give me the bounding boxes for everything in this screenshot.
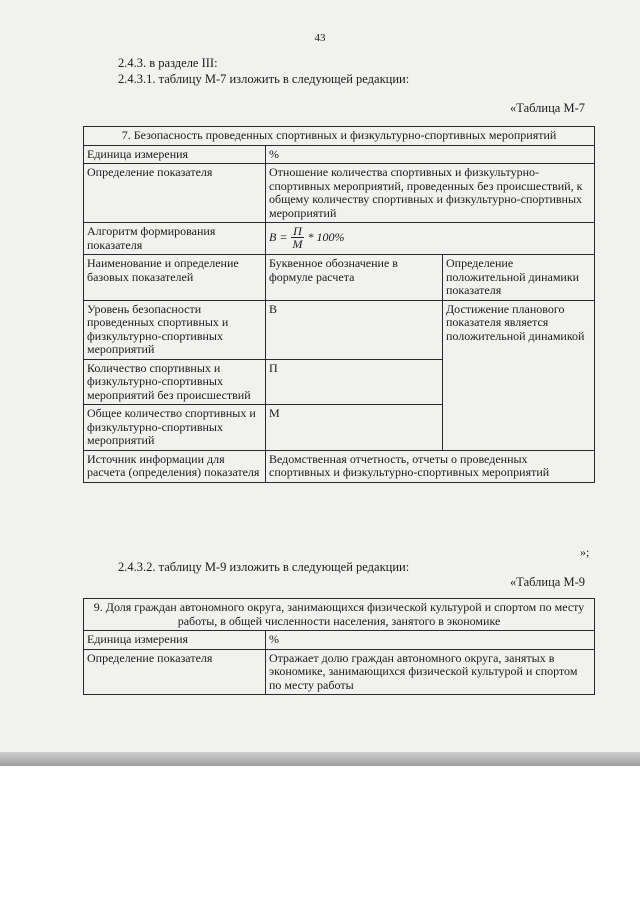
table-row [84,450,595,482]
indicator-name: Общее количество спортивных и физкультурно-спортивных мероприятий [84,405,266,451]
table-m9 [83,598,595,695]
indicator-name: Количество спортивных и физкультурно-спортивных мероприятий без происшествий [84,359,266,405]
dynamic-value: Достижение планового показателя является положительной динамикой [443,300,595,450]
table-row [84,145,595,164]
source-value: Ведомственная отчетность, отчеты о проведенных спортивных и физкультурно-спортивных мероприятий [266,450,595,482]
indicator-symbol: В [266,300,443,359]
formula-tail: * 100% [307,229,345,244]
subsection-heading-m9: 2.4.3.2. таблицу М-9 изложить в следующей редакции: [118,560,410,574]
closing-quote: »; [580,545,590,559]
unit-label: Единица измерения [84,145,266,164]
indicator-symbol: П [266,359,443,405]
unit-label: Единица измерения [84,631,266,650]
definition-label: Определение показателя [84,164,266,223]
definition-value: Отражает долю граждан автономного округа, занятых в экономике, занимающихся физической культурой и спортом по месту работы [266,649,595,695]
indicator-symbol: М [266,405,443,451]
algorithm-label: Алгоритм формирования показателя [84,223,266,255]
table-row [84,223,595,255]
formula-cell [266,223,595,255]
definition-value: Отношение количества спортивных и физкультурно-спортивных мероприятий, проведенных без происшествий, к общему количеству спортивных и физкультурно-спортивных мероприятий [266,164,595,223]
formula-lhs: B = [269,229,288,244]
unit-value: % [266,631,595,650]
header-symbol: Буквенное обозначение в формуле расчета [266,255,443,301]
formula-numerator: П [293,224,302,238]
indicator-name: Уровень безопасности проведенных спортивных и физкультурно-спортивных мероприятий [84,300,266,359]
table-row [84,599,595,631]
unit-value: % [266,145,595,164]
header-name: Наименование и определение базовых показателей [84,255,266,301]
definition-label: Определение показателя [84,649,266,695]
scan-bottom-edge [0,752,640,766]
formula-denominator: M [292,237,303,251]
table-m7 [83,126,595,483]
table-row [84,300,595,359]
table-row [84,127,595,146]
header-dynamic: Определение положительной динамики показателя [443,255,595,301]
source-label: Источник информации для расчета (определения) показателя [84,450,266,482]
table-row [84,631,595,650]
table-caption-m9: «Таблица М-9 [510,575,585,589]
section-heading: 2.4.3. в разделе III: [118,56,218,70]
table-title: 9. Доля граждан автономного округа, занимающихся физической культурой и спортом по месту работы, в общей численности населения, занятого в экономике [84,599,595,631]
table-row [84,164,595,223]
formula [269,225,344,250]
table-header-row [84,255,595,301]
table-title: 7. Безопасность проведенных спортивных и физкультурно-спортивных мероприятий [84,127,595,146]
formula-fraction [290,225,304,250]
page-number: 43 [314,32,326,44]
table-caption-m7: «Таблица М-7 [510,101,585,115]
table-row [84,649,595,695]
subsection-heading-m7: 2.4.3.1. таблицу М-7 изложить в следующей редакции: [118,72,410,86]
